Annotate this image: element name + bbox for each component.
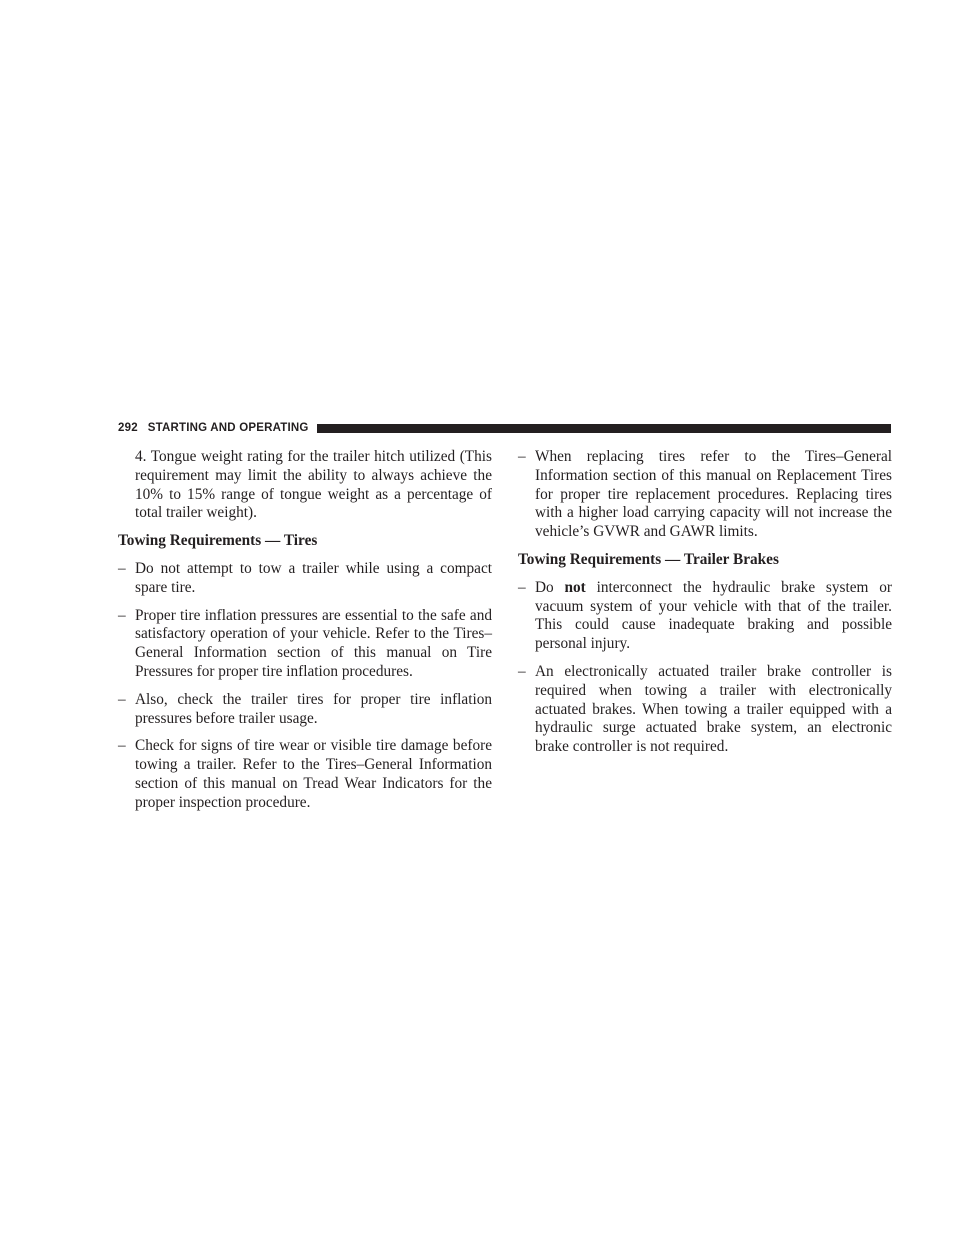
- page-header: [118, 420, 891, 436]
- dash-marker: –: [118, 690, 126, 708]
- page-number: 292: [118, 422, 138, 434]
- list-item-text: An electronically actuated trailer brake controller is required when towing a trailer with electronically actuated brakes. When towing a trailer equipped with a hydraulic surge actuated brake system, an electronic brake controller is not required.: [535, 662, 892, 756]
- dash-marker: –: [518, 448, 526, 465]
- list-item-text: [535, 579, 892, 654]
- right-column: [518, 448, 892, 766]
- list-item-text: Do not attempt to tow a trailer while using a compact spare tire.: [135, 559, 492, 596]
- list-item-text: When replacing tires refer to the Tires–General Information section of this manual on Replacement Tires for proper tire replacement procedures. Replacing tires with a higher load carrying capacity will not increase the vehicle’s GVWR and GAWR limits.: [535, 448, 892, 541]
- list-item: [118, 560, 492, 598]
- text-run: interconnect the hydraulic brake system or vacuum system of your vehicle with that of the trailer. This could cause inadequate braking and possible personal injury.: [535, 578, 892, 653]
- list-item-text: Check for signs of tire wear or visible tire damage before towing a trailer. Refer to the Tires–General Information section of this manual on Tread Wear Indicators for the proper inspection procedure.: [135, 737, 492, 811]
- dash-marker: –: [118, 559, 126, 577]
- list-item-text: Also, check the trailer tires for proper tire inflation pressures before trailer usage.: [135, 690, 492, 727]
- text-run: Do: [535, 578, 565, 596]
- dash-marker: –: [118, 737, 126, 755]
- list-item: [518, 448, 892, 542]
- list-item: [118, 737, 492, 812]
- header-rule: [317, 424, 891, 433]
- dash-marker: –: [518, 662, 526, 680]
- section-title: STARTING AND OPERATING: [147, 422, 309, 434]
- dash-marker: –: [118, 606, 126, 624]
- list-item: [118, 607, 492, 682]
- list-item: [118, 691, 492, 729]
- tongue-weight-item: 4. Tongue weight rating for the trailer hitch utilized (This requirement may limit the ability to always achieve the 10% to 15% range of tongue weight as a percentage of total trailer weight).: [135, 448, 492, 522]
- trailer-brakes-heading: Towing Requirements — Trailer Brakes: [518, 550, 779, 568]
- dash-marker: –: [518, 578, 526, 596]
- left-column: [118, 448, 492, 822]
- emphasis-not: not: [564, 578, 586, 596]
- list-item-text: Proper tire inflation pressures are essential to the safe and satisfactory operation of your vehicle. Refer to the Tires–General Information section of this manual on Tire Pressures for proper tire inflation procedures.: [135, 606, 492, 680]
- list-item: [518, 663, 892, 757]
- list-item: [518, 579, 892, 654]
- tires-heading: Towing Requirements — Tires: [118, 532, 318, 550]
